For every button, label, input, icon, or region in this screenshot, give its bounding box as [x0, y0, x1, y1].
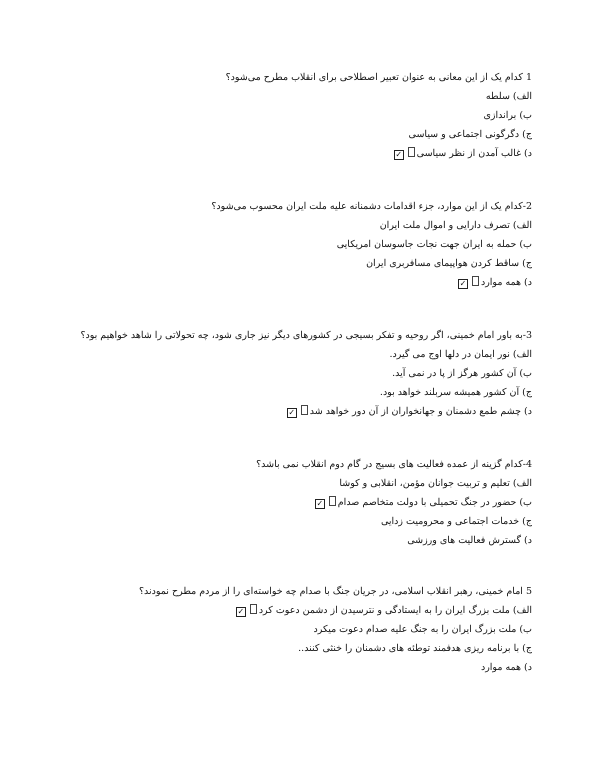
option-a[interactable] — [32, 348, 532, 367]
option-d[interactable] — [32, 147, 532, 166]
option-label: الف) نور ایمان در دلها اوج می گیرد. — [389, 349, 532, 360]
option-c[interactable] — [32, 128, 532, 147]
option-label: د) همه موارد — [480, 277, 532, 288]
option-label: ج) آن کشور همیشه سربلند خواهد بود. — [379, 387, 532, 398]
option-label: ب) حمله به ایران جهت نجات جاسوسان امریکایی — [336, 239, 532, 250]
option-b[interactable] — [32, 623, 532, 642]
question-1 — [32, 71, 532, 166]
option-label: ب) آن کشور هرگز از پا در نمی آید. — [392, 368, 532, 379]
question-2 — [32, 200, 532, 295]
option-label: الف) تصرف دارایی و اموال ملت ایران — [379, 220, 532, 231]
option-label: الف) ملت بزرگ ایران را به ایستادگی و نترسیدن از دشمن دعوت کرد — [258, 605, 532, 616]
option-c[interactable] — [32, 257, 532, 276]
option-label: ب) ملت بزرگ ایران را به جنگ علیه صدام دعوت میکرد — [313, 624, 532, 635]
checkmark-icon[interactable]: ✓ — [237, 607, 245, 616]
option-d[interactable] — [32, 276, 532, 295]
option-label: ج) دگرگونی اجتماعی و سیاسی — [408, 129, 532, 140]
option-d[interactable] — [32, 405, 532, 424]
question-title: 5 امام خمینی، رهبر انقلاب اسلامی، در جریان جنگ با صدام چه خواسته‌ای را از مردم مطرح نمودند؟ — [138, 586, 532, 597]
option-a[interactable] — [32, 219, 532, 238]
checkmark-icon[interactable]: ✓ — [288, 408, 296, 417]
empty-box-icon — [250, 604, 257, 614]
question-4 — [32, 458, 532, 553]
option-label: د) همه موارد — [480, 662, 532, 673]
empty-box-icon — [301, 405, 308, 415]
checkmark-icon[interactable]: ✓ — [459, 279, 467, 288]
option-label: الف) تعلیم و تربیت جوانان مؤمن، انقلابی و کوشا — [339, 478, 532, 489]
empty-box-icon — [329, 496, 336, 506]
question-title: 1 کدام یک از این معانی به عنوان تعبیر اصطلاحی برای انقلاب مطرح می‌شود؟ — [225, 72, 532, 83]
checkmark-icon[interactable]: ✓ — [395, 150, 403, 159]
option-d[interactable] — [32, 534, 532, 553]
option-b[interactable] — [32, 367, 532, 386]
option-label: الف) سلطه — [485, 91, 532, 102]
option-label: ج) با برنامه ریزی هدفمند توطئه های دشمنان را خنثی کنند.. — [298, 643, 532, 654]
empty-box-icon — [408, 147, 415, 157]
option-b[interactable] — [32, 496, 532, 515]
option-c[interactable] — [32, 386, 532, 405]
option-label: ب) حضور در جنگ تحمیلی با دولت متخاصم صدام — [337, 497, 532, 508]
option-label: د) چشم طمع دشمنان و جهانخواران از آن دور خواهد شد — [309, 406, 532, 417]
checkmark-icon[interactable]: ✓ — [316, 499, 324, 508]
option-c[interactable] — [32, 515, 532, 534]
option-label: ج) ساقط کردن هواپیمای مسافربری ایران — [366, 258, 532, 269]
option-a[interactable] — [32, 90, 532, 109]
question-title: 4-کدام گزینه از عمده فعالیت های بسیج در گام دوم انقلاب نمی باشد؟ — [256, 459, 532, 470]
option-c[interactable] — [32, 642, 532, 661]
question-3 — [32, 329, 532, 424]
question-5 — [32, 585, 532, 680]
option-d[interactable] — [32, 661, 532, 680]
option-b[interactable] — [32, 238, 532, 257]
option-a[interactable] — [32, 477, 532, 496]
option-b[interactable] — [32, 109, 532, 128]
empty-box-icon — [472, 276, 479, 286]
option-label: ج) خدمات اجتماعی و محرومیت زدایی — [380, 516, 532, 527]
option-label: ب) براندازی — [483, 110, 532, 121]
question-title: 2-کدام یک از این موارد، جزء اقدامات دشمنانه علیه ملت ایران محسوب می‌شود؟ — [211, 201, 532, 212]
question-title: 3-به باور امام خمینی، اگر روحیه و تفکر بسیجی در کشورهای دیگر نیز جاری شود، چه تحولاتی را شاهد خواهیم بود؟ — [80, 330, 532, 341]
option-label: د) گسترش فعالیت های ورزشی — [407, 535, 532, 546]
option-a[interactable] — [32, 604, 532, 623]
option-label: د) غالب آمدن از نظر سیاسی — [416, 148, 532, 159]
